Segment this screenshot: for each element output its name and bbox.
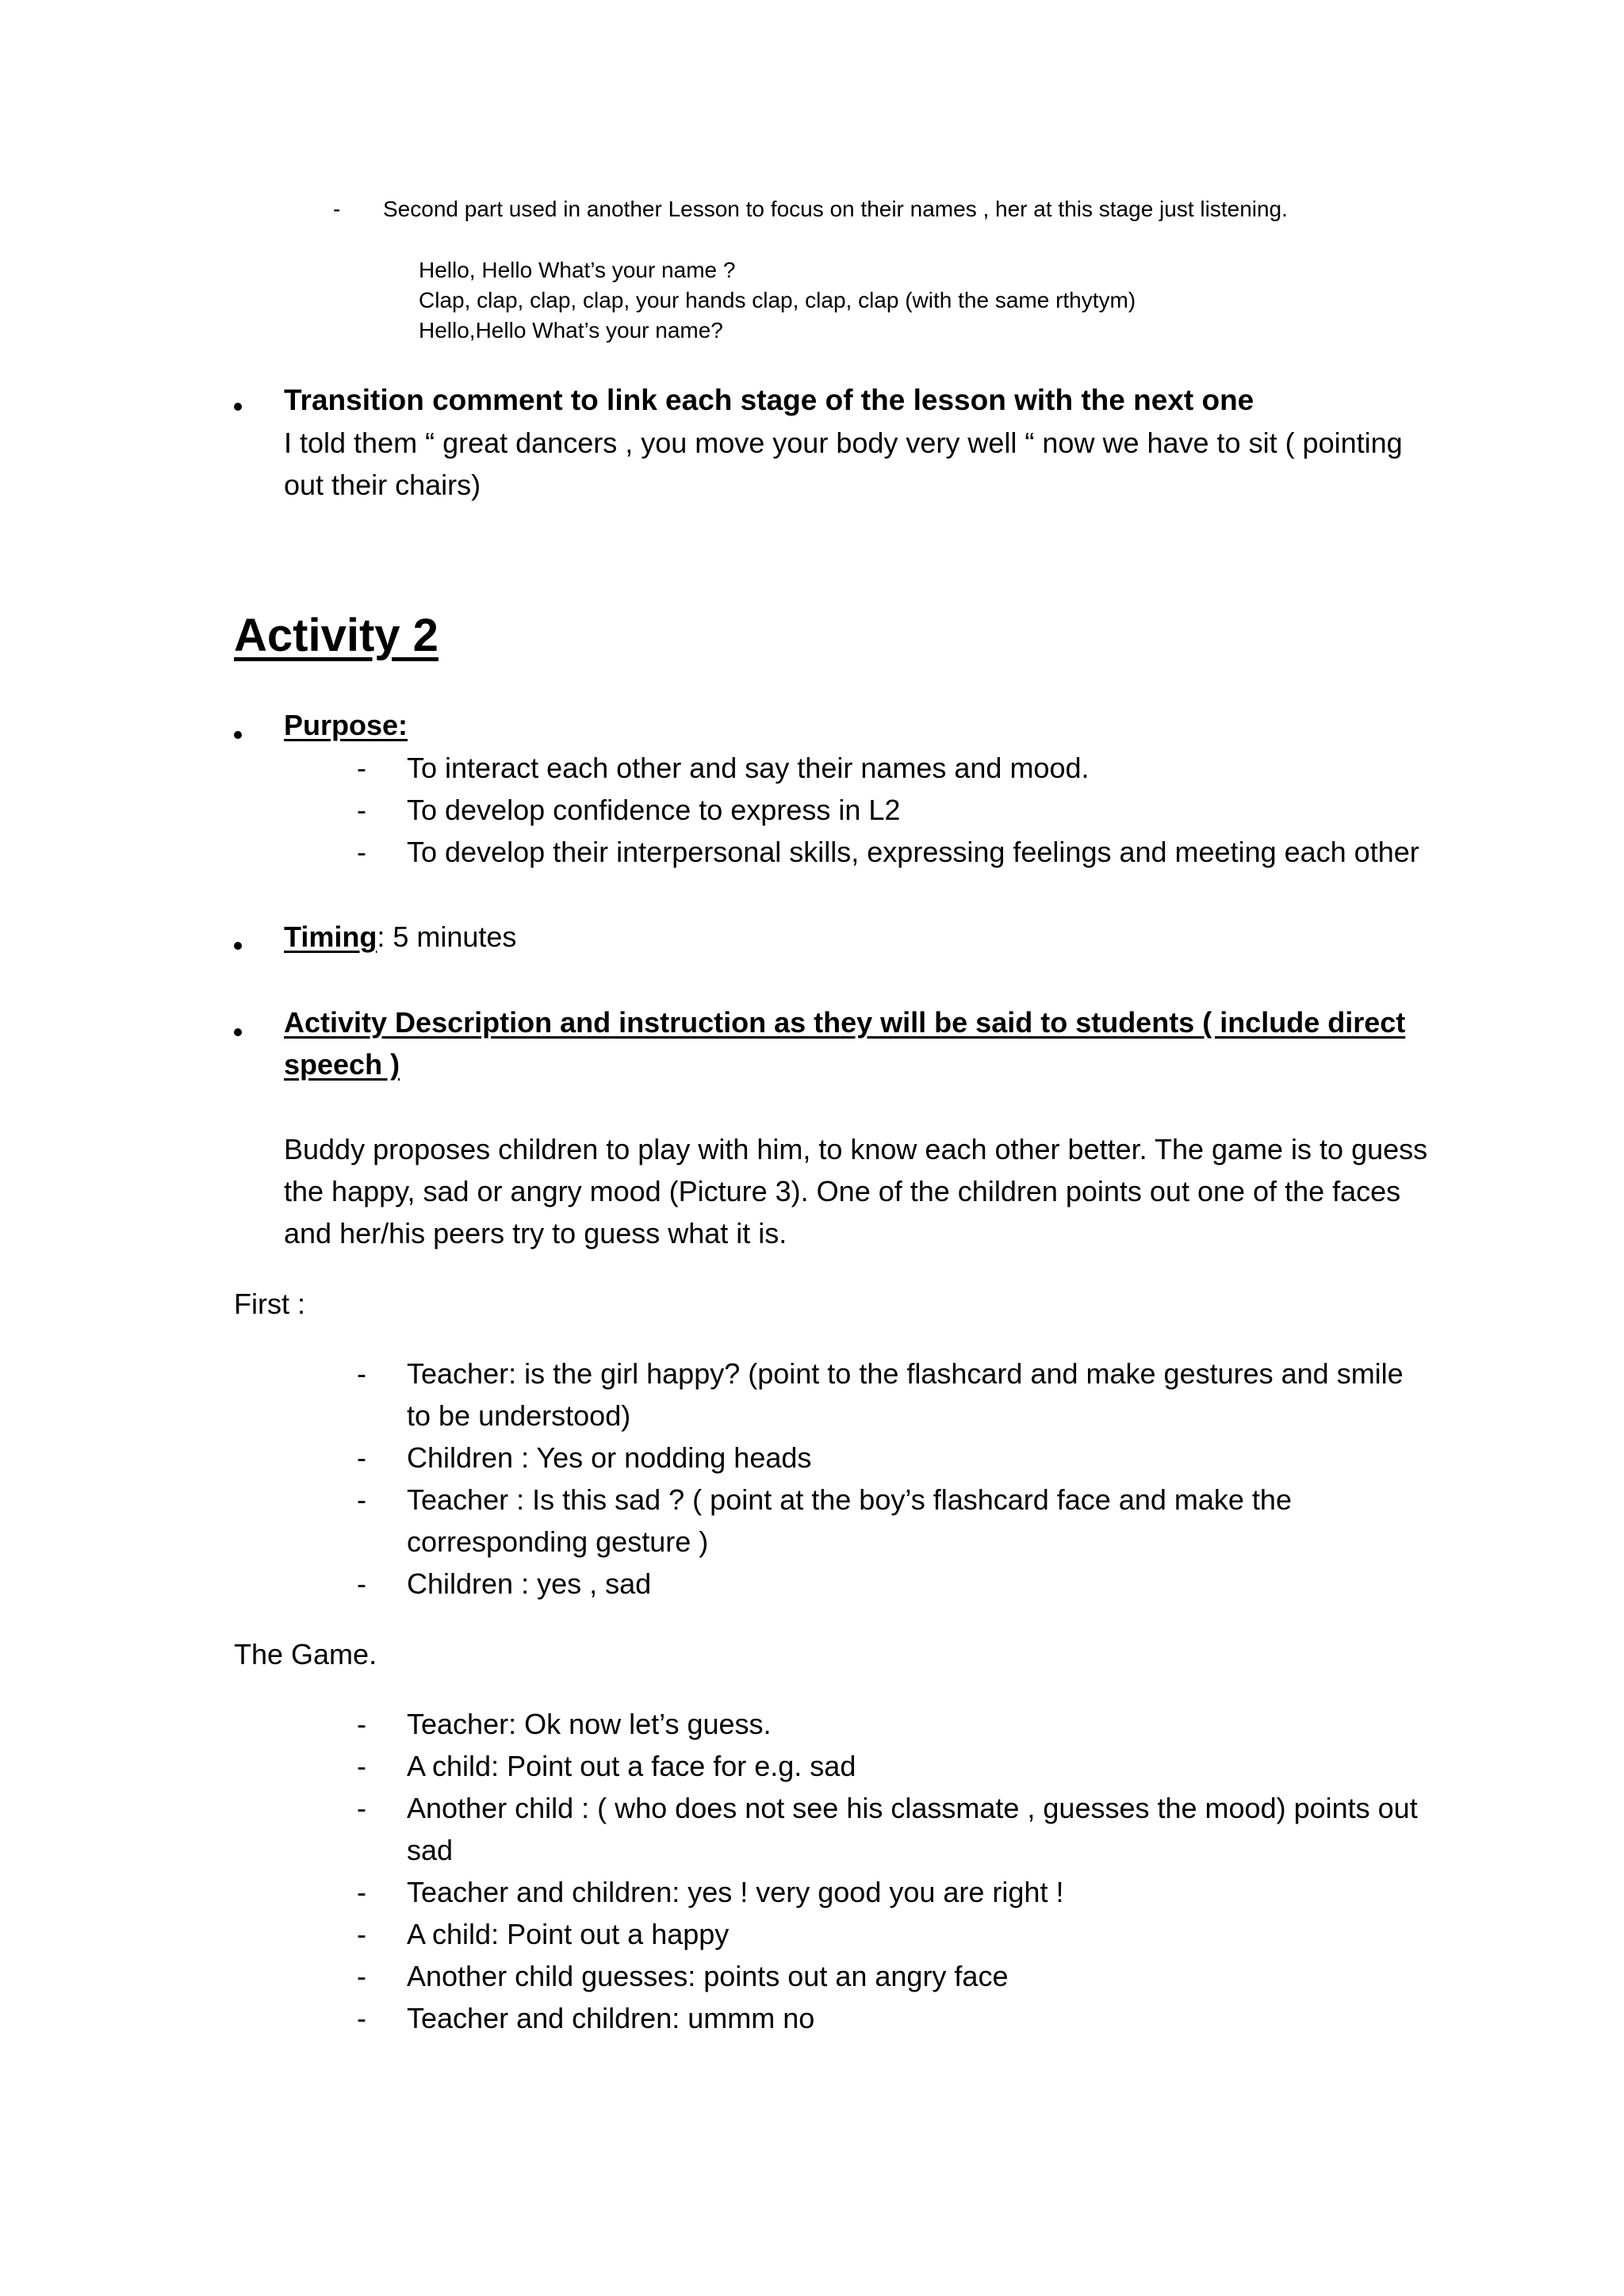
game-item: Teacher and children: yes ! very good you are right !	[407, 1876, 1064, 1908]
list-dash: -	[357, 794, 366, 826]
purpose-item: To develop their interpersonal skills, expressing feelings and meeting each other	[407, 836, 1419, 868]
game-item: A child: Point out a happy	[407, 1918, 730, 1950]
first-item-continuation: corresponding gesture )	[407, 1525, 709, 1558]
first-item-continuation: to be understood)	[407, 1399, 631, 1432]
first-item: Children : yes , sad	[407, 1567, 652, 1600]
list-dash: -	[357, 1876, 366, 1908]
bullet-icon	[234, 1028, 242, 1036]
first-item: Children : Yes or nodding heads	[407, 1441, 812, 1474]
first-label: First :	[234, 1288, 305, 1320]
song-line: Hello, Hello What’s your name ?	[419, 258, 736, 282]
song-line: Clap, clap, clap, clap, your hands clap, clap, clap (with the same rthytym)	[419, 288, 1136, 312]
purpose-item: To interact each other and say their names and mood.	[407, 752, 1090, 784]
list-dash: -	[357, 1960, 366, 1992]
list-dash: -	[357, 1483, 366, 1516]
transition-text: out their chairs)	[284, 469, 481, 501]
list-dash: -	[357, 1567, 366, 1600]
bullet-icon	[234, 731, 242, 739]
first-item: Teacher : Is this sad ? ( point at the boy’s flashcard face and make the	[407, 1483, 1292, 1516]
description-line: and her/his peers try to guess what it is.	[284, 1217, 787, 1249]
game-item: A child: Point out a face for e.g. sad	[407, 1750, 856, 1782]
game-item-continuation: sad	[407, 1834, 454, 1866]
description-line: the happy, sad or angry mood (Picture 3). One of the children points out one of the faces	[284, 1175, 1401, 1207]
purpose-label: Purpose:	[284, 709, 408, 741]
game-label: The Game.	[234, 1638, 377, 1670]
list-dash: -	[357, 2002, 366, 2034]
bullet-icon	[234, 403, 242, 411]
list-dash: -	[333, 197, 341, 221]
list-dash: -	[357, 1750, 366, 1782]
bullet-icon	[234, 942, 242, 950]
timing-line	[284, 916, 516, 958]
game-item: Another child guesses: points out an angry face	[407, 1960, 1009, 1992]
timing-label: Timing	[284, 920, 377, 953]
list-dash: -	[357, 1357, 366, 1390]
description-line: Buddy proposes children to play with him, to know each other better. The game is to guess	[284, 1133, 1428, 1165]
timing-value: : 5 minutes	[377, 920, 517, 953]
first-item: Teacher: is the girl happy? (point to the flashcard and make gestures and smile	[407, 1357, 1404, 1390]
list-dash: -	[357, 752, 366, 784]
song-line: Hello,Hello What’s your name?	[419, 318, 723, 342]
list-dash: -	[357, 836, 366, 868]
transition-text: I told them “ great dancers , you move your body very well “ now we have to sit ( pointing	[284, 427, 1403, 459]
game-item: Teacher and children: ummm no	[407, 2002, 815, 2034]
list-dash: -	[357, 1708, 366, 1740]
game-item: Teacher: Ok now let’s guess.	[407, 1708, 772, 1740]
description-heading: speech )	[284, 1048, 400, 1081]
list-dash: -	[357, 1918, 366, 1950]
activity-title: Activity 2	[234, 610, 439, 661]
purpose-item: To develop confidence to express in L2	[407, 794, 901, 826]
list-dash: -	[357, 1792, 366, 1824]
game-item: Another child : ( who does not see his classmate , guesses the mood) points out	[407, 1792, 1418, 1824]
intro-line: Second part used in another Lesson to focus on their names , her at this stage just listening.	[383, 197, 1288, 221]
description-heading: Activity Description and instruction as they will be said to students ( include direct	[284, 1006, 1406, 1039]
transition-heading: Transition comment to link each stage of the lesson with the next one	[284, 384, 1254, 416]
list-dash: -	[357, 1441, 366, 1474]
